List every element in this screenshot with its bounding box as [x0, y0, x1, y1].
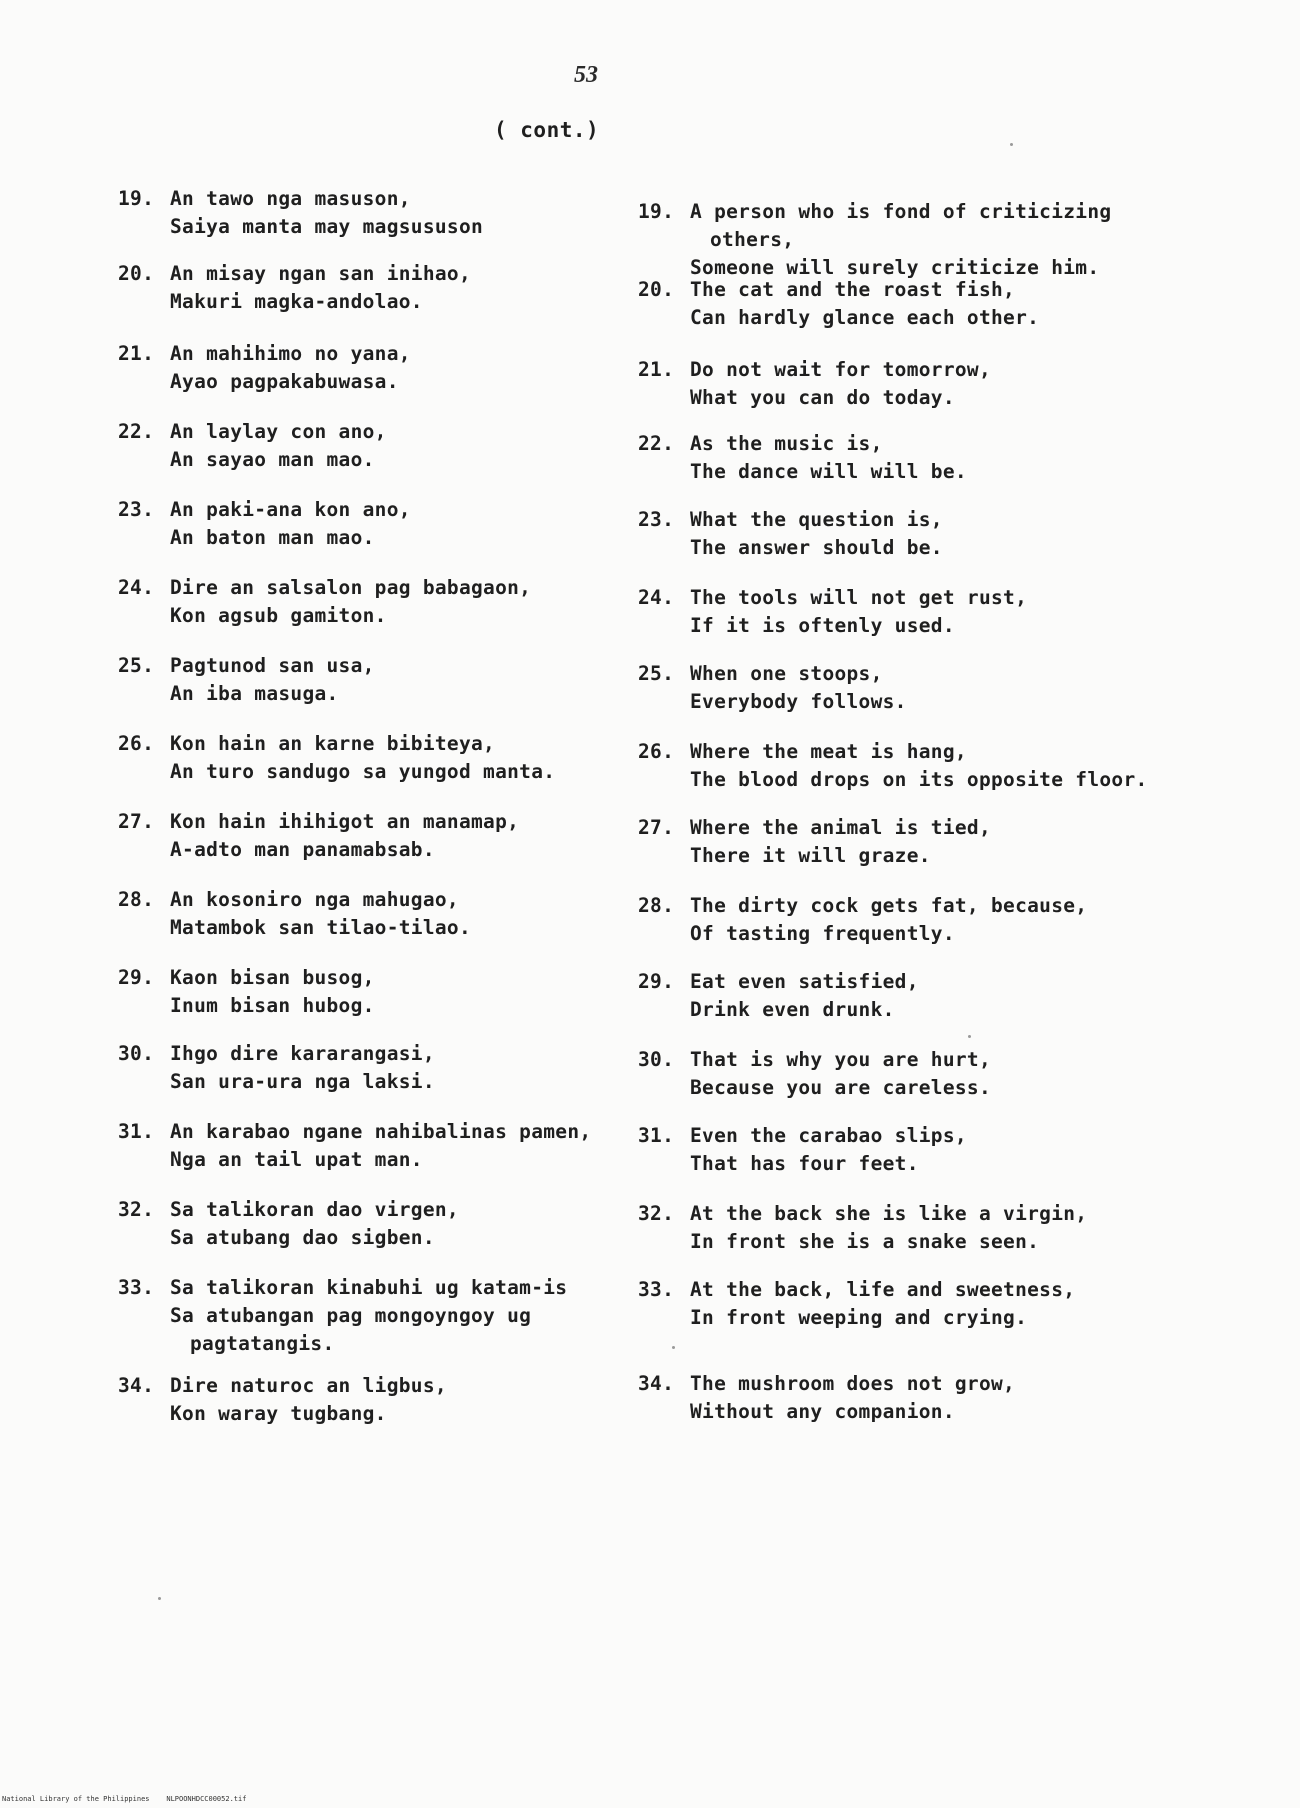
proverb-line: Matambok san tilao-tilao. — [170, 916, 471, 939]
proverb-line: What the question is, — [690, 508, 943, 531]
proverb-line: An paki-ana kon ano, — [170, 498, 411, 521]
vernacular-proverb-25 — [118, 652, 375, 708]
proverb-line: Sa talikoran dao virgen, — [170, 1198, 459, 1221]
proverb-line: Ihgo dire kararangasi, — [170, 1042, 435, 1065]
proverb-number: 19. — [638, 200, 675, 223]
proverb-line: An tawo nga masuson, — [170, 187, 411, 210]
proverb-number: 28. — [118, 888, 155, 911]
english-proverb-23 — [638, 506, 943, 562]
vernacular-proverb-24 — [118, 574, 531, 630]
proverb-line: In front she is a snake seen. — [690, 1230, 1040, 1253]
scan-speck — [672, 1346, 675, 1349]
proverb-line: An kosoniro nga mahugao, — [170, 888, 459, 911]
proverb-line: As the music is, — [690, 432, 883, 455]
proverb-number: 23. — [638, 508, 675, 531]
proverb-number: 30. — [118, 1042, 155, 1065]
proverb-number: 26. — [638, 740, 675, 763]
proverb-line: others, — [710, 228, 795, 251]
proverb-line: Saiya manta may magsususon — [170, 215, 484, 238]
vernacular-proverb-27 — [118, 808, 519, 864]
proverb-line: Dire an salsalon pag babagaon, — [170, 576, 532, 599]
scan-footer: National Library of the Philippines NLPOONHDCC00052.tif — [2, 1795, 247, 1803]
proverb-number: 29. — [118, 966, 155, 989]
proverb-line: Ayao pagpakabuwasa. — [170, 370, 399, 393]
proverb-number: 29. — [638, 970, 675, 993]
proverb-line: The mushroom does not grow, — [690, 1372, 1016, 1395]
vernacular-proverb-29 — [118, 964, 375, 1020]
proverb-number: 27. — [638, 816, 675, 839]
proverb-number: 20. — [638, 278, 675, 301]
proverb-number: 25. — [638, 662, 675, 685]
proverb-number: 22. — [638, 432, 675, 455]
scan-speck — [158, 1597, 161, 1600]
proverb-line: Pagtunod san usa, — [170, 654, 375, 677]
vernacular-proverb-20 — [118, 260, 471, 316]
proverb-number: 24. — [638, 586, 675, 609]
english-proverb-29 — [638, 968, 919, 1024]
proverb-line: Kon agsub gamiton. — [170, 604, 387, 627]
proverb-number: 23. — [118, 498, 155, 521]
proverb-line: Of tasting frequently. — [690, 922, 955, 945]
proverb-number: 28. — [638, 894, 675, 917]
proverb-line: Can hardly glance each other. — [690, 306, 1040, 329]
vernacular-proverb-19 — [118, 185, 483, 241]
english-proverb-20 — [638, 276, 1039, 332]
proverb-number: 30. — [638, 1048, 675, 1071]
english-proverb-32 — [638, 1200, 1087, 1256]
proverb-number: 31. — [118, 1120, 155, 1143]
proverb-line: Eat even satisfied, — [690, 970, 919, 993]
proverb-number: 24. — [118, 576, 155, 599]
english-proverb-34 — [638, 1370, 1015, 1426]
proverb-line: An mahihimo no yana, — [170, 342, 411, 365]
page-number: 53 — [574, 62, 598, 88]
english-proverb-25 — [638, 660, 907, 716]
english-proverb-31 — [638, 1122, 967, 1178]
proverb-line: Nga an tail upat man. — [170, 1148, 423, 1171]
proverb-line: Dire naturoc an ligbus, — [170, 1374, 447, 1397]
proverb-line: The answer should be. — [690, 536, 943, 559]
proverb-line: Inum bisan hubog. — [170, 994, 375, 1017]
proverb-line: In front weeping and crying. — [690, 1306, 1028, 1329]
english-proverb-26 — [638, 738, 1148, 794]
vernacular-proverb-34 — [118, 1372, 447, 1428]
english-proverb-19 — [638, 198, 1111, 282]
proverb-line: Sa atubang dao sigben. — [170, 1226, 435, 1249]
proverb-line: Even the carabao slips, — [690, 1124, 967, 1147]
scan-speck — [1010, 143, 1013, 146]
proverb-number: 20. — [118, 262, 155, 285]
proverb-line: At the back she is like a virgin, — [690, 1202, 1088, 1225]
proverb-number: 34. — [118, 1374, 155, 1397]
proverb-line: Do not wait for tomorrow, — [690, 358, 991, 381]
english-proverb-30 — [638, 1046, 991, 1102]
english-proverb-27 — [638, 814, 991, 870]
proverb-line: A-adto man panamabsab. — [170, 838, 435, 861]
proverb-line: When one stoops, — [690, 662, 883, 685]
proverb-line: Someone will surely criticize him. — [690, 256, 1100, 279]
proverb-line: A person who is fond of criticizing — [690, 200, 1112, 223]
proverb-line: An baton man mao. — [170, 526, 375, 549]
proverb-line: San ura-ura nga laksi. — [170, 1070, 435, 1093]
english-proverb-28 — [638, 892, 1087, 948]
vernacular-proverb-28 — [118, 886, 471, 942]
proverb-line: Kaon bisan busog, — [170, 966, 375, 989]
proverb-number: 31. — [638, 1124, 675, 1147]
proverb-line: Kon hain ihihigot an manamap, — [170, 810, 520, 833]
proverb-line: Kon hain an karne bibiteya, — [170, 732, 496, 755]
proverb-line: Sa atubangan pag mongoyngoy ug — [170, 1304, 532, 1327]
proverb-number: 25. — [118, 654, 155, 677]
proverb-line: The dance will will be. — [690, 460, 967, 483]
vernacular-proverb-22 — [118, 418, 387, 474]
proverb-line: Without any companion. — [690, 1400, 955, 1423]
proverb-number: 19. — [118, 187, 155, 210]
proverb-line: An sayao man mao. — [170, 448, 375, 471]
proverb-line: Kon waray tugbang. — [170, 1402, 387, 1425]
proverb-line: That is why you are hurt, — [690, 1048, 991, 1071]
proverb-line: The cat and the roast fish, — [690, 278, 1016, 301]
proverb-line: There it will graze. — [690, 844, 931, 867]
vernacular-proverb-26 — [118, 730, 555, 786]
proverb-line: Where the meat is hang, — [690, 740, 967, 763]
english-proverb-33 — [638, 1276, 1075, 1332]
proverb-number: 33. — [118, 1276, 155, 1299]
vernacular-proverb-31 — [118, 1118, 591, 1174]
page-subtitle: ( cont.) — [494, 118, 600, 142]
proverb-line: That has four feet. — [690, 1152, 919, 1175]
proverb-line: The tools will not get rust, — [690, 586, 1028, 609]
vernacular-proverb-23 — [118, 496, 411, 552]
proverb-number: 33. — [638, 1278, 675, 1301]
english-proverb-24 — [638, 584, 1027, 640]
english-proverb-22 — [638, 430, 967, 486]
proverb-line: Where the animal is tied, — [690, 816, 991, 839]
vernacular-proverb-32 — [118, 1196, 459, 1252]
proverb-line: An karabao ngane nahibalinas pamen, — [170, 1120, 592, 1143]
proverb-line: If it is oftenly used. — [690, 614, 955, 637]
proverb-number: 21. — [638, 358, 675, 381]
vernacular-proverb-33 — [118, 1274, 567, 1358]
proverb-number: 32. — [638, 1202, 675, 1225]
proverb-line: Everybody follows. — [690, 690, 907, 713]
vernacular-proverb-30 — [118, 1040, 435, 1096]
proverb-line: pagtatangis. — [190, 1332, 335, 1355]
proverb-line: An misay ngan san inihao, — [170, 262, 471, 285]
proverb-number: 21. — [118, 342, 155, 365]
proverb-line: An iba masuga. — [170, 682, 339, 705]
proverb-number: 27. — [118, 810, 155, 833]
scan-speck — [968, 1035, 971, 1038]
proverb-line: The dirty cock gets fat, because, — [690, 894, 1088, 917]
proverb-line: Because you are careless. — [690, 1076, 991, 1099]
proverb-number: 22. — [118, 420, 155, 443]
proverb-line: The blood drops on its opposite floor. — [690, 768, 1148, 791]
proverb-number: 32. — [118, 1198, 155, 1221]
proverb-number: 26. — [118, 732, 155, 755]
vernacular-proverb-21 — [118, 340, 411, 396]
proverb-number: 34. — [638, 1372, 675, 1395]
proverb-line: Drink even drunk. — [690, 998, 895, 1021]
proverb-line: Sa talikoran kinabuhi ug katam-is — [170, 1276, 568, 1299]
proverb-line: An laylay con ano, — [170, 420, 387, 443]
proverb-line: What you can do today. — [690, 386, 955, 409]
proverb-line: An turo sandugo sa yungod manta. — [170, 760, 556, 783]
proverb-line: At the back, life and sweetness, — [690, 1278, 1076, 1301]
english-proverb-21 — [638, 356, 991, 412]
proverb-line: Makuri magka-andolao. — [170, 290, 423, 313]
